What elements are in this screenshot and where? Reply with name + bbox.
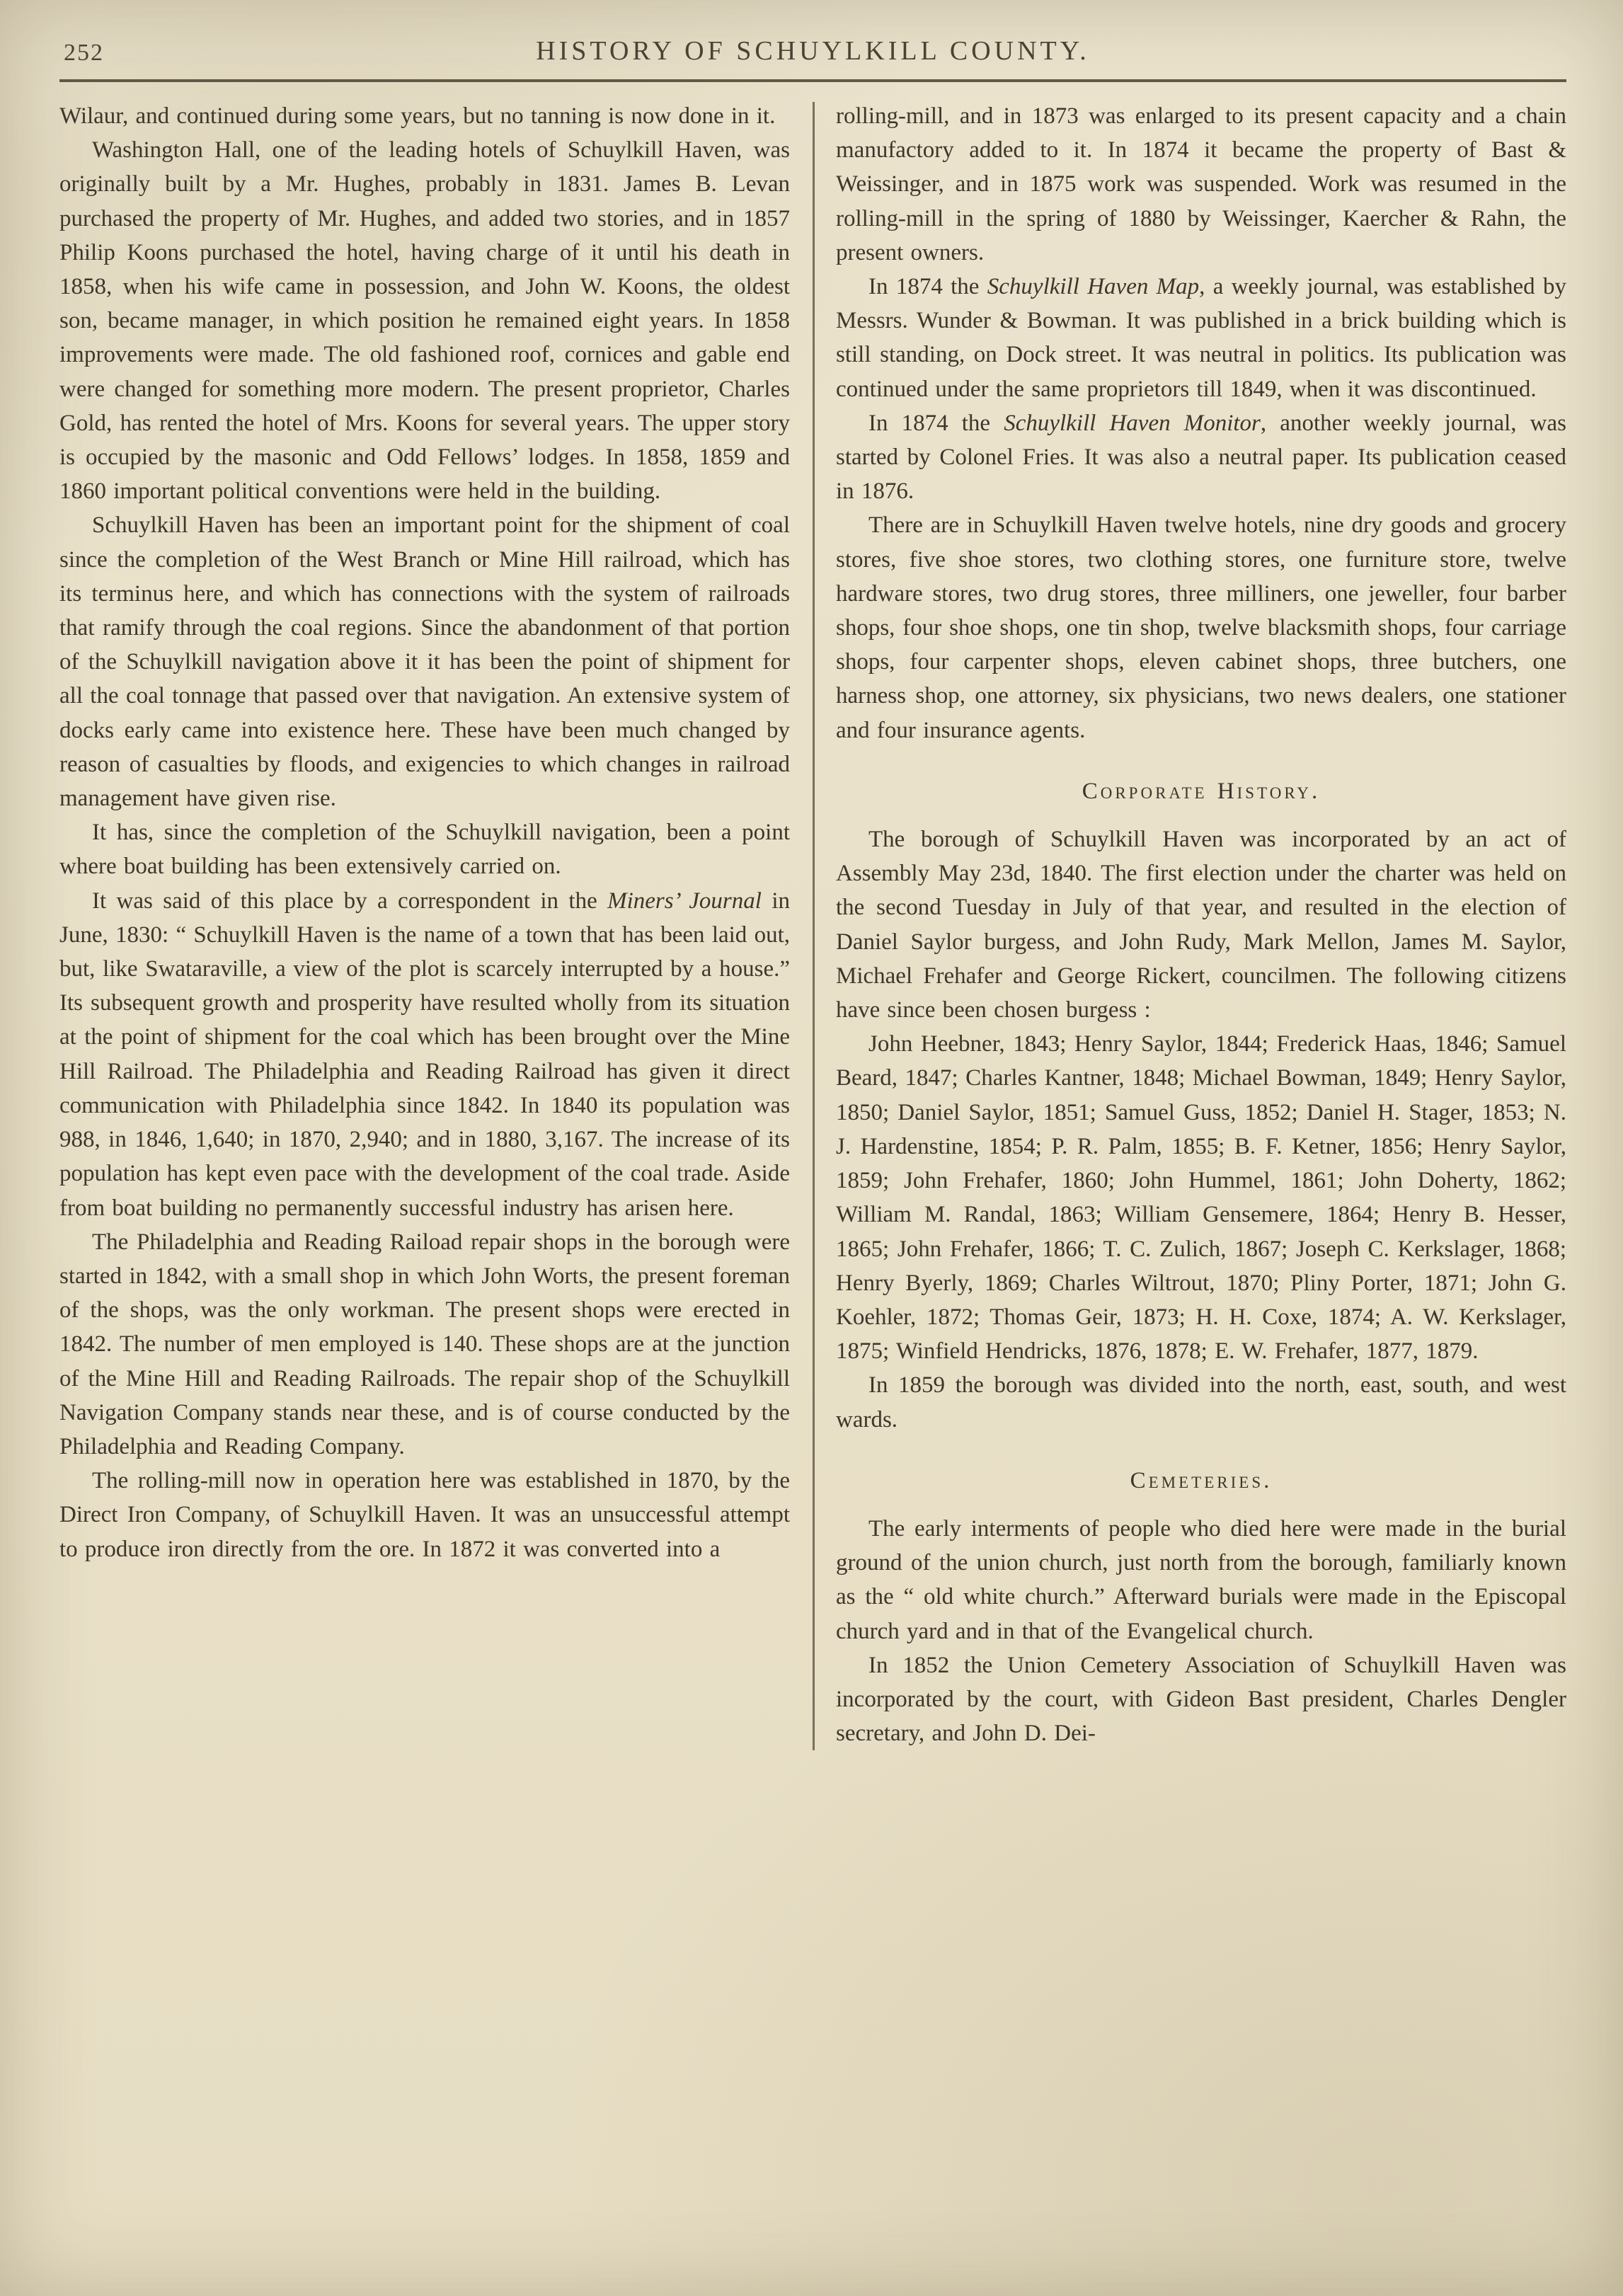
paragraph-continuation: Wilaur, and continued during some years, but no tanning is now done in it. <box>59 103 776 129</box>
column-divider <box>813 102 815 1750</box>
paragraph-burgess-list: John Heebner, 1843; Henry Saylor, 1844; Frederick Haas, 1846; Samuel Beard, 1847; Charles Kantner, 1848; Michael Bowman, 1849; Henry Saylor, 1850; Daniel Saylor, 1851; Samuel Guss, 1852; Daniel H. Stager, 1853; N. J. Hardenstine, 1854; P. R. Palm, 1855; B. F. Ketner, 1856; Henry Saylor, 1859; John Frehafer, 1860; John Hummel, 1861; John Doherty, 1862; William M. Randal, 1863; William Gensemere, 1864; Henry B. Hesser, 1865; John Frehafer, 1866; T. C. Zulich, 1867; Joseph C. Kerkslager, 1868; Henry Byerly, 1869; Charles Wiltrout, 1870; Pliny Porter, 1871; John G. Koehler, 1872; Thomas Geir, 1873; H. H. Coxe, 1874; A. W. Kerkslager, 1875; Winfield Hendricks, 1876, 1878; E. W. Frehafer, 1877, 1879. <box>836 1031 1566 1365</box>
text-run: In 1874 the <box>868 274 987 300</box>
section-heading-cemeteries: Cemeteries. <box>1130 1467 1273 1493</box>
paragraph-early-interments: The early interments of people who died here were made in the burial ground of the union church, just north from the borough, familiarly known as the “ old white church.” Afterward burials were made in the Episcopal church yard and in that of the Evangelical church. <box>836 1515 1566 1644</box>
italic-publication-title: Schuylkill Haven Map <box>987 274 1200 300</box>
paragraph-businesses: There are in Schuylkill Haven twelve hotels, nine dry goods and grocery stores, five shoe stores, two clothing stores, one furniture store, twelve hardware stores, two drug stores, three milliners, one jeweller, four barber shops, four shoe shops, one tin shop, twelve blacksmith shops, four carriage shops, four carpenter shops, eleven cabinet shops, three butchers, one harness shop, one attorney, six physicians, two news dealers, one stationer and four insurance agents. <box>836 512 1566 743</box>
running-title: HISTORY OF SCHUYLKILL COUNTY. <box>536 36 1090 66</box>
page-number: 252 <box>64 40 104 66</box>
italic-publication-title: Miners’ Journal <box>607 888 762 914</box>
paragraph-incorporation: The borough of Schuylkill Haven was incorporated by an act of Assembly May 23d, 1840. The first election under the charter was held on the second Tuesday in July of that year, and resulted in the election of Daniel Saylor burgess, and John Rudy, Mark Mellon, James M. Saylor, Michael Frehafer and George Rickert, councilmen. The following citizens have since been chosen burgess : <box>836 827 1566 1023</box>
paragraph-haven-monitor <box>836 406 1566 509</box>
text-run: , another weekly journal, was started by Colonel Fries. It was also a neutral paper. Its publication ceased in 1876. <box>836 410 1566 505</box>
text-run: It was said of this place by a correspondent in the <box>92 888 608 914</box>
paragraph-continuation: rolling-mill, and in 1873 was enlarged to its present capacity and a chain manufactory added to it. In 1874 it became the property of Bast & Weissinger, and in 1875 work was suspended. Work was resumed in the rolling-mill in the spring of 1880 by Weissinger, Kaercher & Rahn, the present owners. <box>836 103 1566 265</box>
paragraph-washington-hall: Washington Hall, one of the leading hotels of Schuylkill Haven, was originally built by a Mr. Hughes, probably in 1831. James B. Levan purchased the property of Mr. Hughes, and added two stories, and in 1857 Philip Koons purchased the hotel, having charge of it until his death in 1858, when his wife came in possession, and John W. Koons, the oldest son, became manager, in which position he remained eight years. In 1858 improvements were made. The old fashioned roof, cornices and gable end were changed for something more modern. The present proprietor, Charles Gold, has rented the hotel of Mrs. Koons for several years. The upper story is occupied by the masonic and Odd Fellows’ lodges. In 1858, 1859 and 1860 important political conventions were held in the building. <box>59 137 790 505</box>
paragraph-rolling-mill: The rolling-mill now in operation here was established in 1870, by the Direct Iron Company, of Schuylkill Haven. It was an unsuccessful attempt to produce iron directly from the ore. In 1872 it was converted into a <box>59 1468 790 1562</box>
right-column <box>836 99 1566 1750</box>
paragraph-miners-journal <box>59 884 790 1225</box>
paragraph-coal-shipment: Schuylkill Haven has been an important point for the shipment of coal since the completion of the West Branch or Mine Hill railroad, which has its terminus here, and which has connections with the system of railroads that ramify through the coal regions. Since the abandonment of that portion of the Schuylkill navigation above it it has been the point of shipment for all the coal tonnage that passed over that navigation. An extensive system of docks early came into existence here. These have been much changed by reason of casualties by floods, and exigencies to which changes in railroad management have given rise. <box>59 512 790 812</box>
text-run: , a weekly journal, was established by Messrs. Wunder & Bowman. It was published in a brick building which is still standing, on Dock street. It was neutral in politics. Its publication was continued under the same proprietors till 1849, when it was discontinued. <box>836 274 1566 402</box>
paragraph-repair-shops: The Philadelphia and Reading Raiload repair shops in the borough were started in 1842, with a small shop in which John Worts, the present foreman of the shops, was the only workman. The present shops were erected in 1842. The number of men employed is 140. These shops are at the junction of the Mine Hill and Reading Railroads. The repair shop of the Schuylkill Navigation Company stands near these, and is of course conducted by the Philadelphia and Reading Company. <box>59 1229 790 1459</box>
section-heading-corporate-history: Corporate History. <box>1082 778 1321 804</box>
paragraph-wards: In 1859 the borough was divided into the north, east, south, and west wards. <box>836 1372 1566 1433</box>
left-column <box>59 99 790 1750</box>
text-run: in June, 1830: “ Schuylkill Haven is the name of a town that has been laid out, but, like Swataraville, a view of the plot is scarcely interrupted by a house.” Its subsequent growth and prosperity have resulted wholly from its situation at the point of shipment for the coal which has been brought over the Mine Hill Railroad. The Philadelphia and Reading Railroad has given it direct communication with Philadelphia since 1842. In 1840 its population was 988, in 1846, 1,640; in 1870, 2,940; and in 1880, 3,167. The increase of its population has kept even pace with the development of the coal trade. Aside from boat building no permanently successful industry has arisen here. <box>59 888 790 1221</box>
page-header <box>59 30 1566 74</box>
text-run: In 1874 the <box>868 410 1004 436</box>
paragraph-union-cemetery: In 1852 the Union Cemetery Association of Schuylkill Haven was incorporated by the court, with Gideon Bast president, Charles Dengler secretary, and John D. Dei- <box>836 1652 1566 1747</box>
text-columns <box>59 99 1566 1750</box>
paragraph-haven-map <box>836 270 1566 406</box>
italic-publication-title: Schuylkill Haven Monitor <box>1004 410 1261 436</box>
paragraph-boat-building: It has, since the completion of the Schuylkill navigation, been a point where boat building has been extensively carried on. <box>59 820 790 880</box>
header-rule <box>59 79 1566 82</box>
